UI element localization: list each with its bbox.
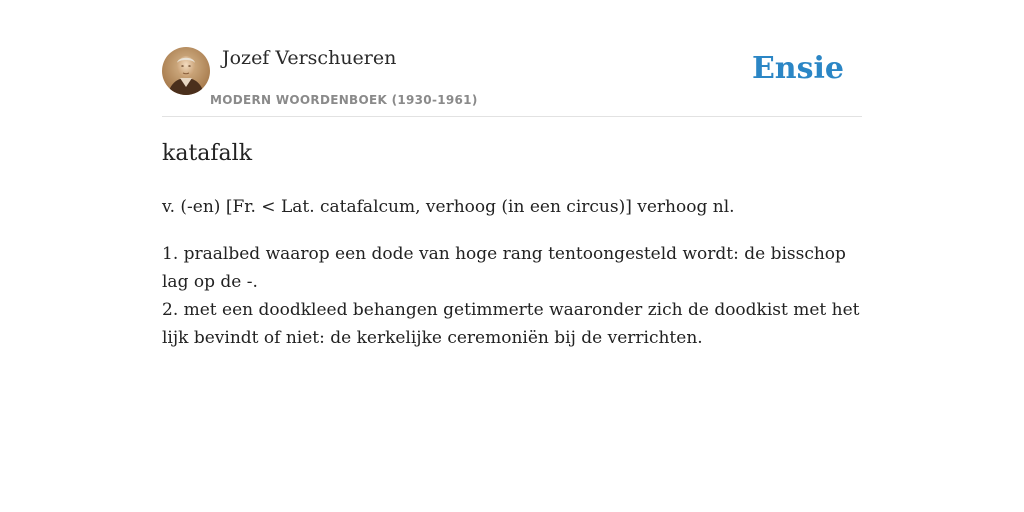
dictionary-source[interactable]: MODERN WOORDENBOEK (1930-1961): [210, 93, 478, 107]
definition-item: 1. praalbed waarop een dode van hoge rang tentoongesteld wordt: de bisschop lag op de -.: [162, 244, 846, 292]
author-avatar[interactable]: [162, 47, 210, 95]
dictionary-card: [162, 0, 862, 512]
entry-term: katafalk: [162, 141, 253, 166]
entry-header: [162, 46, 862, 117]
author-name[interactable]: Jozef Verschueren: [222, 47, 397, 69]
definition-item: 2. met een doodkleed behangen getimmerte waaronder zich de doodkist met het lijk bevindt of niet: de kerkelijke ceremoniën bij de verrichten.: [162, 300, 860, 348]
entry-etymology: v. (-en) [Fr. < Lat. catafalcum, verhoog (in een circus)] verhoog nl.: [162, 197, 735, 217]
author-portrait-icon: [162, 47, 210, 95]
brand-logo[interactable]: Ensie: [751, 51, 844, 86]
definition-list: [162, 240, 862, 352]
